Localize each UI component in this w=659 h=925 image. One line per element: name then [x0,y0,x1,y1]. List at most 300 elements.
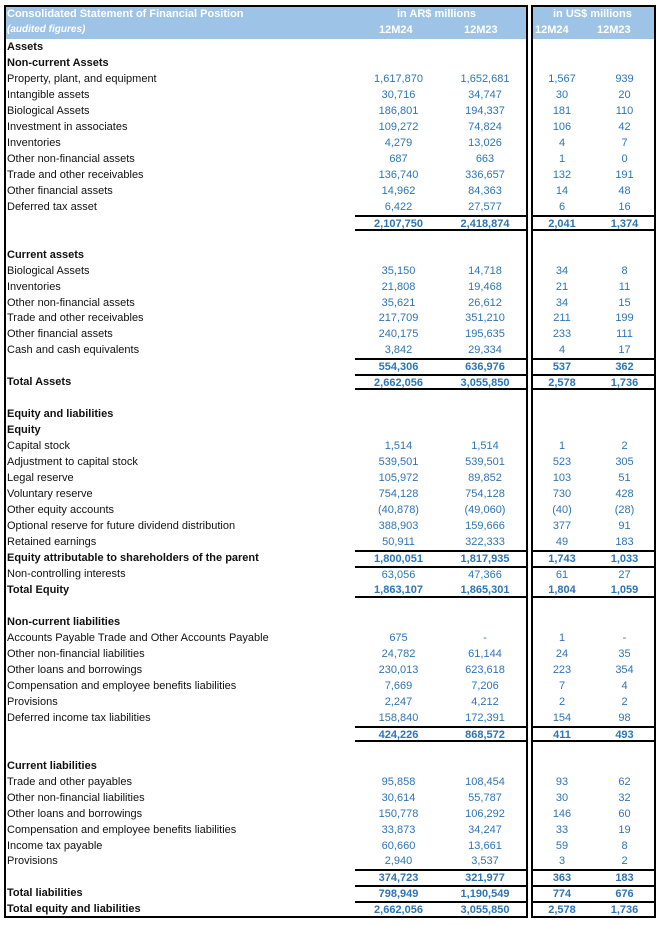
usd-12m24-value: 377 [552,520,572,533]
row-label: Total liabilities [7,887,83,900]
usd-12m23-value: 60 [618,807,631,820]
row-label: Non-current liabilities [7,615,121,628]
row-label: Deferred income tax liabilities [7,711,151,724]
ars-12m24-value: 388,903 [378,520,419,533]
table-row [0,806,659,822]
row-label: Current liabilities [7,759,97,772]
table-row [0,774,659,790]
table-row [0,470,659,486]
spacer-row [0,742,659,758]
usd-12m24-value: 34 [555,296,569,309]
usd-12m24-value: 146 [552,807,572,820]
table-row [0,342,659,358]
ars-12m24-value: 21,808 [381,280,416,293]
usd-12m24-value: 33 [555,823,569,836]
row-label: Trade and other payables [7,775,132,788]
subtotal-row [0,358,659,374]
ars-12m24-value: 1,800,051 [355,550,442,566]
subtotal-row [0,215,659,231]
table-row [0,454,659,470]
usd-12m23-value: 110 [615,104,634,117]
ars-12m23-value: 13,026 [468,136,502,149]
table-row [0,135,659,151]
ars-12m24-value [355,39,442,55]
usd-12m23-value [593,598,656,614]
table-row [0,550,659,566]
table-row [0,119,659,135]
row-label: Intangible assets [7,88,90,101]
usd-12m24-value: 774 [531,885,593,901]
ars-12m24-value: 1,617,870 [374,72,423,85]
usd-12m24-value: (40) [552,504,572,517]
usd-12m24-value: 4 [558,136,566,149]
ars-12m23-value [442,247,528,263]
usd-12m23-value [593,231,656,247]
ars-12m23-value: 539,501 [465,456,505,469]
usd-12m23-value: 199 [615,312,634,325]
ars-12m24-value: 4,279 [384,136,413,149]
ars-12m23-value: 89,852 [468,472,502,485]
usd-12m24-value [531,758,593,774]
usd-12m24-value: 1,804 [531,582,593,598]
row-label: Other non-financial assets [7,152,135,165]
spacer-row [0,390,659,406]
row-label: Investment in associates [7,120,128,133]
table-row [0,678,659,694]
ars-12m23-value: 321,977 [442,869,528,885]
usd-12m23-value: 305 [615,456,634,469]
usd-12m23-value: 183 [593,869,656,885]
usd-12m24-value: 30 [555,88,569,101]
ars-12m24-value: 33,873 [381,823,416,836]
ars-12m24-value: 230,013 [378,663,419,676]
usd-12m24-value: 1 [558,440,566,453]
usd-12m24-value: 4 [558,344,566,357]
row-label: Current assets [7,248,85,261]
table-row [0,614,659,630]
ars-12m24-value: 687 [389,152,408,165]
ars-12m24-value [355,55,442,71]
usd-12m24-value: 106 [552,120,572,133]
row-label: Other loans and borrowings [7,807,143,820]
usd-12m23-value [593,406,656,422]
row-label: Compensation and employee benefits liabilities [7,679,237,692]
ars-12m24-value [355,598,442,614]
ars-12m23-value: 7,206 [471,679,499,692]
ars-12m23-value: 61,144 [468,647,502,660]
ars-12m23-value: 84,363 [468,184,502,197]
row-label: Total Equity [7,583,70,596]
row-label: Other equity accounts [7,504,115,517]
usd-12m24-value: 30 [555,791,569,804]
row-label: Voluntary reserve [7,488,93,501]
ars-12m24-value: 2,247 [384,695,413,708]
ars-12m23-value: 868,572 [442,726,528,742]
usd-12m24-value: 1 [558,631,566,644]
table-row [0,71,659,87]
statement-title: Consolidated Statement of Financial Position [7,8,244,20]
usd-12m24-value [531,231,593,247]
ars-12m23-value: 13,661 [468,839,502,852]
table-row [0,183,659,199]
usd-12m23-value [593,614,656,630]
row-label: Cash and cash equivalents [7,344,140,357]
ars-12m24-value: 105,972 [378,472,419,485]
ars-12m23-value: 336,657 [465,168,505,181]
ars-12m24-value: 109,272 [378,120,419,133]
usd-12m23-value: 7 [621,136,628,149]
usd-12m23-value: 1,059 [593,582,656,598]
row-label: Non-current Assets [7,56,109,69]
ars-12m23-value [442,231,528,247]
usd-12m23-value: 17 [618,344,631,357]
table-row [0,534,659,550]
usd-period-12m24: 12M24 [535,24,569,36]
ars-12m24-value [355,758,442,774]
row-label: Capital stock [7,440,70,453]
ars-12m23-value: 1,514 [471,440,499,453]
usd-12m24-value: 93 [555,775,569,788]
usd-12m23-value: 8 [621,264,628,277]
usd-12m24-value: 132 [552,168,572,181]
ars-12m23-value: 1,190,549 [442,885,528,901]
table-row [0,694,659,710]
usd-12m24-value: 14 [555,184,569,197]
ars-12m24-value: 30,614 [381,791,416,804]
ars-12m24-value: 1,863,107 [355,582,442,598]
ars-12m24-value: (40,878) [378,504,419,517]
ars-12m23-value: 3,537 [471,855,499,868]
row-label: Legal reserve [7,472,74,485]
usd-12m24-value: 3 [558,855,566,868]
ars-12m24-value: 2,940 [384,855,413,868]
usd-12m24-value: 211 [553,312,571,325]
spacer-row [0,231,659,247]
usd-12m24-value: 1 [558,152,566,165]
usd-12m23-value: 32 [618,791,631,804]
ars-12m23-value: 3,055,850 [442,374,528,390]
ars-12m23-value [442,742,528,758]
table-row [0,247,659,263]
ars-12m23-value: 1,865,301 [442,582,528,598]
usd-12m23-value [593,758,656,774]
ars-12m24-value [355,422,442,438]
usd-12m23-value: 1,374 [593,215,656,231]
ars-12m24-value: 136,740 [378,168,419,181]
row-label: Deferred tax asset [7,200,97,213]
table-row [0,710,659,726]
usd-12m24-value: 2 [558,695,566,708]
usd-12m24-value [531,247,593,263]
usd-12m23-value: 2 [621,695,628,708]
table-row [0,582,659,598]
usd-12m24-value: 223 [552,663,572,676]
ars-12m23-value: 194,337 [465,104,505,117]
row-label: Total Assets [7,376,72,389]
ars-12m23-value: 106,292 [465,807,505,820]
ars-12m23-value: 47,366 [442,566,528,582]
statement-subtitle: (audited figures) [7,24,86,35]
usd-12m23-value: - [622,631,627,644]
table-row [0,566,659,582]
ars-12m23-value: (49,060) [464,504,506,517]
table-row [0,39,659,55]
usd-12m24-value: 6 [558,200,566,213]
ars-12m24-value: 424,226 [355,726,442,742]
ars-12m23-value [442,39,528,55]
ars-12m23-value: 34,747 [468,88,502,101]
ars-12m23-value [442,390,528,406]
table-row [0,438,659,454]
ars-12m23-value: 754,128 [465,488,505,501]
ars-12m23-value: 4,212 [471,695,499,708]
usd-12m24-value: 59 [555,839,569,852]
row-label: Retained earnings [7,536,97,549]
table-row [0,151,659,167]
usd-12m23-value [593,55,656,71]
ars-12m23-value: 29,334 [468,344,502,357]
ars-12m24-value: 158,840 [378,711,419,724]
table-row [0,901,659,917]
ars-12m23-value [442,422,528,438]
ars-12m24-value: 6,422 [384,200,413,213]
ars-12m24-value: 95,858 [381,775,416,788]
usd-12m23-value [593,390,656,406]
usd-12m23-value: 2 [621,440,628,453]
usd-12m24-value: 154 [552,711,572,724]
table-row [0,662,659,678]
usd-12m23-value: 2 [621,855,628,868]
usd-12m23-value: 91 [618,520,631,533]
usd-12m24-value [531,614,593,630]
ars-12m23-value: 623,618 [465,663,505,676]
ars-12m23-value: 27,577 [468,200,502,213]
ars-12m23-value [442,55,528,71]
usd-12m24-value: 181 [552,104,572,117]
usd-12m23-value: 42 [618,120,631,133]
ars-12m24-value: 675 [389,631,408,644]
ars-12m24-value: 798,949 [355,885,442,901]
usd-12m24-value: 49 [555,536,569,549]
usd-12m23-value: 183 [615,536,634,549]
ars-12m23-value: 195,635 [465,328,505,341]
subtotal-row [0,726,659,742]
ars-12m23-value: 159,666 [465,520,505,533]
ars-12m24-value: 150,778 [378,807,419,820]
ars-12m23-value [442,598,528,614]
usd-12m23-value: 191 [615,168,634,181]
usd-12m24-value [531,39,593,55]
ars-12m24-value: 35,150 [381,264,416,277]
ars-12m24-value: 240,175 [378,328,419,341]
table-row [0,103,659,119]
ars-12m23-value: - [483,631,487,644]
row-label: Biological Assets [7,104,90,117]
table-row [0,486,659,502]
ars-12m23-value: 55,787 [468,791,502,804]
row-label: Biological Assets [7,264,90,277]
usd-12m23-value: 1,736 [593,374,656,390]
row-label: Other non-financial liabilities [7,791,145,804]
usd-12m24-value: 2,041 [531,215,593,231]
usd-12m23-value: 98 [618,711,631,724]
ars-12m24-value: 35,621 [381,296,416,309]
row-label: Trade and other receivables [7,312,144,325]
ars-12m24-value: 50,911 [382,536,415,549]
ars-12m23-value: 26,612 [468,296,502,309]
ars-12m23-value: 1,652,681 [460,72,510,85]
usd-12m24-value: 730 [552,488,572,501]
usd-12m23-value: 15 [618,296,631,309]
table-row [0,199,659,215]
usd-12m23-value: 62 [618,775,631,788]
row-label: Other non-financial assets [7,296,135,309]
ars-12m23-value [442,406,528,422]
usd-12m23-value: 8 [621,839,628,852]
usd-12m24-value [531,598,593,614]
usd-12m23-value: 48 [618,184,631,197]
usd-12m23-value: 51 [618,472,631,485]
ars-12m24-value: 30,716 [381,88,416,101]
ars-12m24-value [355,247,442,263]
usd-12m23-value: 1,033 [593,550,656,566]
ars-12m24-value: 2,662,056 [355,374,442,390]
table-row [0,406,659,422]
usd-12m23-value [593,39,656,55]
ars-12m23-value: 1,817,935 [442,550,528,566]
ars-12m24-value: 60,660 [381,839,416,852]
ars-12m24-value: 7,669 [384,679,413,692]
ars-12m23-value: 2,418,874 [442,215,528,231]
row-label: Adjustment to capital stock [7,456,138,469]
ars-period-12m24: 12M24 [379,24,413,36]
usd-12m23-value [593,422,656,438]
usd-12m24-value: 537 [531,358,593,374]
ars-12m23-value: 172,391 [465,711,505,724]
ars-12m24-value: 14,962 [381,184,416,197]
table-row [0,374,659,390]
usd-12m23-value: 362 [593,358,656,374]
ars-12m24-value [355,390,442,406]
usd-12m23-value: 428 [615,488,634,501]
usd-12m24-value [531,742,593,758]
row-label: Other financial assets [7,328,113,341]
usd-12m24-value: 103 [552,472,572,485]
usd-12m23-value: 0 [621,152,628,165]
ars-12m24-value [355,614,442,630]
table-row [0,853,659,869]
ars-12m24-value: 63,056 [355,566,442,582]
usd-12m23-value: 939 [615,72,634,85]
table-row [0,885,659,901]
usd-12m23-value: 111 [616,328,633,341]
usd-12m23-value: 4 [621,679,628,692]
row-label: Inventories [7,280,61,293]
ars-12m24-value: 539,501 [378,456,419,469]
usd-12m24-value: 24 [555,647,569,660]
ars-12m23-value: 351,210 [465,312,505,325]
table-row [0,822,659,838]
table-row [0,279,659,295]
usd-12m24-value [531,406,593,422]
ars-12m24-value: 1,514 [384,440,413,453]
ars-12m24-value: 754,128 [378,488,419,501]
usd-12m24-value [531,422,593,438]
usd-12m24-value: 2,578 [531,374,593,390]
ars-12m23-value: 74,824 [468,120,502,133]
ars-12m24-value [355,231,442,247]
row-label: Compensation and employee benefits liabilities [7,823,237,836]
ars-12m24-value: 2,662,056 [355,901,442,917]
table-row [0,55,659,71]
row-label: Equity and liabilities [7,408,114,421]
table-row [0,167,659,183]
spacer-row [0,598,659,614]
usd-12m24-value: 1,567 [548,72,576,85]
ars-12m23-value: 19,468 [468,280,502,293]
ars-12m24-value: 217,709 [378,312,419,325]
ars-12m24-value: 554,306 [355,358,442,374]
row-label: Accounts Payable Trade and Other Accounts Payable [7,631,269,644]
table-row [0,646,659,662]
usd-12m23-value: 20 [618,88,631,101]
table-row [0,758,659,774]
table-row [0,326,659,342]
table-row [0,838,659,854]
ars-12m23-value: 34,247 [468,823,502,836]
row-label: Other non-financial liabilities [7,647,145,660]
table-row [0,295,659,311]
ars-12m24-value [355,406,442,422]
ars-12m24-value: 3,842 [384,344,413,357]
usd-12m24-value: 233 [552,328,572,341]
subtotal-row [0,869,659,885]
table-row [0,263,659,279]
row-label: Optional reserve for future dividend distribution [7,520,236,533]
table-row [0,790,659,806]
usd-group-label: in US$ millions [553,8,632,20]
usd-12m23-value: 16 [618,200,631,213]
row-label: Equity attributable to shareholders of the parent [7,552,259,565]
ars-12m24-value: 374,723 [355,869,442,885]
ars-12m23-value: 663 [475,152,495,165]
row-label: Other financial assets [7,184,113,197]
usd-12m23-value: 676 [593,885,656,901]
row-label: Property, plant, and equipment [7,72,157,85]
usd-12m24-value: 411 [531,726,593,742]
usd-12m23-value: 27 [593,566,656,582]
usd-12m23-value: 1,736 [593,901,656,917]
usd-12m24-value: 7 [558,679,566,692]
ars-12m23-value: 14,718 [468,264,502,277]
row-label: Provisions [7,695,58,708]
ars-12m23-value [442,614,528,630]
row-label: Total equity and liabilities [7,903,141,916]
row-label: Income tax payable [7,839,103,852]
usd-12m24-value: 363 [531,869,593,885]
usd-12m24-value [531,55,593,71]
usd-12m23-value: 354 [615,663,634,676]
ars-period-12m23: 12M23 [464,24,498,36]
ars-12m24-value: 2,107,750 [355,215,442,231]
ars-12m23-value [442,758,528,774]
usd-12m24-value: 61 [531,566,593,582]
usd-12m24-value: 523 [552,456,572,469]
ars-12m24-value: 24,782 [381,647,416,660]
usd-period-12m23: 12M23 [597,24,631,36]
usd-12m24-value: 2,578 [531,901,593,917]
table-row [0,310,659,326]
